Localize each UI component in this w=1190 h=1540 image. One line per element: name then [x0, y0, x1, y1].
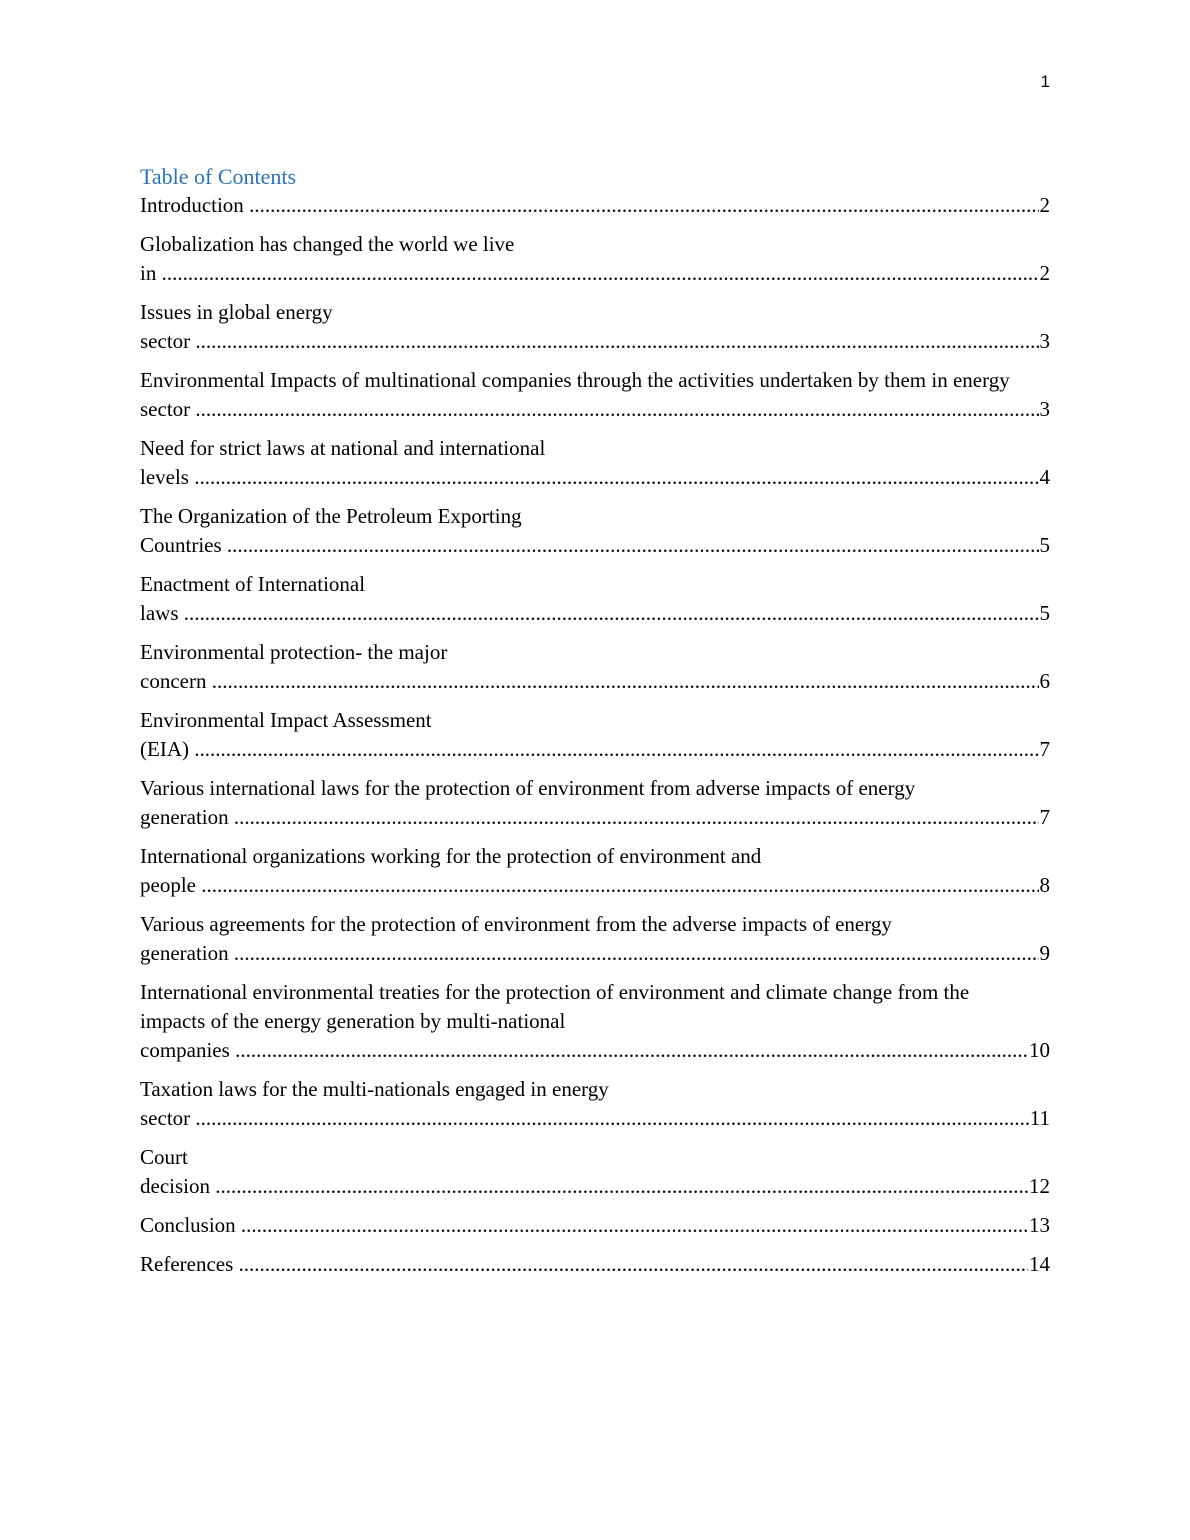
- toc-entry-page: 12: [1028, 1172, 1050, 1201]
- toc-entry-introduction[interactable]: [140, 191, 1050, 220]
- toc-entry-title: Globalization has changed the world we live in .....: [140, 232, 1050, 285]
- toc-entry-page: 10: [1028, 1036, 1050, 1065]
- toc-entry-treaties[interactable]: [140, 978, 1050, 1065]
- toc-entry-page: 7: [1039, 803, 1051, 832]
- toc-entry-page: 14: [1028, 1250, 1050, 1279]
- toc-list: [140, 191, 1050, 1279]
- toc-entry-page: 13: [1028, 1211, 1050, 1240]
- toc-entry-strict-laws[interactable]: [140, 434, 1050, 492]
- toc-entry-page: 3: [1039, 327, 1051, 356]
- table-of-contents: [140, 162, 1050, 1289]
- toc-entry-title: Conclusion .....: [140, 1213, 1050, 1237]
- toc-entry-page: 11: [1029, 1104, 1050, 1133]
- toc-entry-page: 4: [1039, 463, 1051, 492]
- page-number: 1: [1040, 72, 1050, 91]
- toc-entry-title: Issues in global energy sector .....: [140, 300, 1050, 353]
- toc-entry-title: Environmental Impact Assessment (EIA) .....: [140, 708, 1050, 761]
- toc-entry-page: 5: [1039, 531, 1051, 560]
- toc-entry-title: The Organization of the Petroleum Exporting Countries .....: [140, 504, 1050, 557]
- toc-entry-title: Environmental protection- the major concern .....: [140, 640, 1050, 693]
- toc-entry-page: 5: [1039, 599, 1051, 628]
- toc-heading: Table of Contents: [140, 164, 297, 189]
- toc-entry-issues-energy-sector[interactable]: [140, 298, 1050, 356]
- toc-entry-opec[interactable]: [140, 502, 1050, 560]
- toc-entry-environmental-impacts[interactable]: [140, 366, 1050, 424]
- toc-entry-references[interactable]: [140, 1250, 1050, 1279]
- toc-entry-globalization[interactable]: [140, 230, 1050, 288]
- toc-entry-title: Enactment of International laws .....: [140, 572, 1050, 625]
- toc-entry-agreements[interactable]: [140, 910, 1050, 968]
- toc-entry-international-organizations[interactable]: [140, 842, 1050, 900]
- toc-entry-title: Need for strict laws at national and international levels .....: [140, 436, 1050, 489]
- toc-entry-environmental-protection[interactable]: [140, 638, 1050, 696]
- toc-entry-eia[interactable]: [140, 706, 1050, 764]
- toc-entry-title: References .....: [140, 1252, 1050, 1276]
- toc-entry-page: 2: [1039, 259, 1051, 288]
- toc-entry-taxation-laws[interactable]: [140, 1075, 1050, 1133]
- toc-entry-page: 2: [1039, 191, 1051, 220]
- toc-entry-title: Various international laws for the protection of environment from adverse impacts of energy generation .....: [140, 776, 1050, 829]
- toc-entry-page: 3: [1039, 395, 1051, 424]
- toc-entry-page: 6: [1039, 667, 1051, 696]
- toc-entry-court-decision[interactable]: [140, 1143, 1050, 1201]
- toc-entry-title: Environmental Impacts of multinational companies through the activities undertaken by them in energy sector .....: [140, 368, 1050, 421]
- toc-entry-international-laws[interactable]: [140, 774, 1050, 832]
- toc-entry-page: 8: [1039, 871, 1051, 900]
- toc-entry-title: Introduction .....: [140, 193, 1050, 217]
- toc-entry-title: International organizations working for the protection of environment and people .....: [140, 844, 1050, 897]
- toc-entry-title: Various agreements for the protection of environment from the adverse impacts of energy generation .....: [140, 912, 1050, 965]
- toc-entry-title: Court decision .....: [140, 1145, 1050, 1198]
- toc-entry-page: 9: [1039, 939, 1051, 968]
- toc-entry-title: Taxation laws for the multi-nationals engaged in energy sector .....: [140, 1077, 1050, 1130]
- toc-entry-page: 7: [1039, 735, 1051, 764]
- toc-entry-enactment-laws[interactable]: [140, 570, 1050, 628]
- toc-entry-title: International environmental treaties for the protection of environment and climate change from the impacts of the energy generation by multi-national companies .....: [140, 980, 1050, 1062]
- toc-entry-conclusion[interactable]: [140, 1211, 1050, 1240]
